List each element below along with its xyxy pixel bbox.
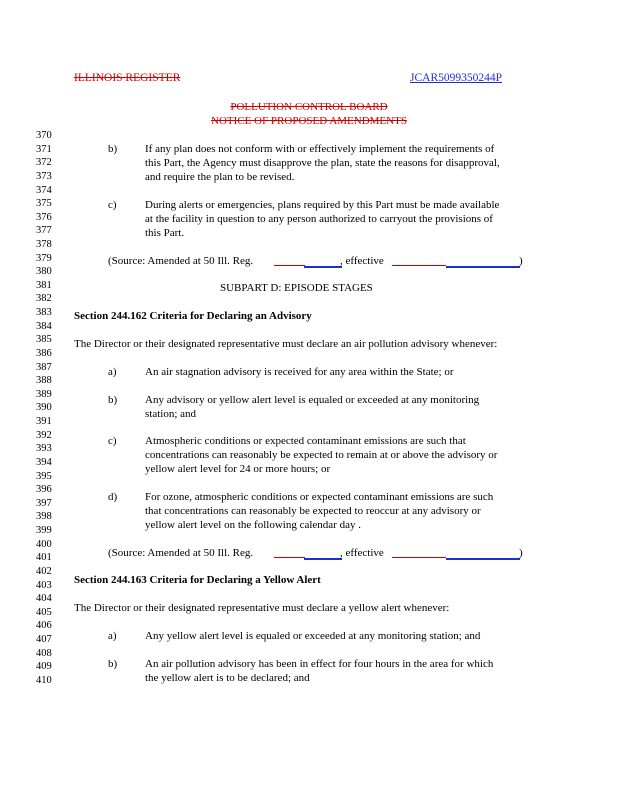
body-text: yellow alert level for 24 or more hours; or [145,463,331,475]
line-number: 400 [36,538,52,550]
item-label: c) [108,199,117,211]
source-note: (Source: Amended at 50 Ill. Reg. [108,547,254,559]
line-number: 371 [36,143,52,155]
deleted-blank [274,557,305,558]
item-label: b) [108,143,118,155]
body-text: Any yellow alert level is equaled or exceeded at any monitoring station; and [145,630,481,642]
body-text: yellow alert level on the following calendar day . [145,519,361,531]
line-number: 389 [36,388,52,400]
line-number: 372 [36,157,52,169]
line-number: 404 [36,593,52,605]
line-number: 390 [36,402,52,414]
line-number: 409 [36,661,52,673]
line-number: 383 [36,307,52,319]
source-effective: , effective [340,547,384,559]
line-number: 395 [36,470,52,482]
body-text: An air pollution advisory has been in effect for four hours in the area for which [145,658,494,670]
notice-title: NOTICE OF PROPOSED AMENDMENTS [211,115,407,127]
body-text: this Part. [145,227,185,239]
line-number: 402 [36,565,52,577]
item-label: a) [108,366,117,378]
section-heading: Section 244.163 Criteria for Declaring a Yellow Alert [74,574,321,586]
line-number: 398 [36,511,52,523]
body-text: the yellow alert is to be declared; and [145,672,310,684]
inserted-blank [446,266,520,268]
inserted-blank [446,558,520,560]
line-number: 370 [36,130,52,141]
item-label: b) [108,394,118,406]
line-number: 375 [36,198,52,210]
deleted-blank [392,265,446,266]
source-note: (Source: Amended at 50 Ill. Reg. [108,255,254,267]
source-close: ) [519,255,523,267]
board-name: POLLUTION CONTROL BOARD [230,101,388,113]
line-number: 410 [36,674,52,686]
line-number: 401 [36,552,52,564]
line-number: 403 [36,579,52,591]
section-intro: The Director or their designated representative must declare an air pollution advisory whenever: [74,338,498,350]
body-text: If any plan does not conform with or effectively implement the requirements of [145,143,495,155]
subpart-title: SUBPART D: EPISODE STAGES [220,282,373,294]
source-close: ) [519,547,523,559]
line-number: 380 [36,266,52,278]
body-text: An air stagnation advisory is received for any area within the State; or [145,366,454,378]
body-text: at the facility in question to any person authorized to carryout the provisions of [145,213,493,225]
deleted-blank [392,557,446,558]
inserted-blank [304,266,342,268]
line-number: 399 [36,525,52,536]
line-number: 384 [36,320,52,332]
line-number: 408 [36,647,52,659]
line-number: 374 [36,184,52,196]
body-text: this Part, the Agency must disapprove the plan, state the reasons for disapproval, [145,157,500,169]
line-number: 405 [36,606,52,618]
body-text: For ozone, atmospheric conditions or expected contaminant emissions are such [145,491,494,503]
line-number: 407 [36,633,52,645]
line-number: 373 [36,170,52,182]
section-intro: The Director or their designated representative must declare a yellow alert whenever: [74,602,450,614]
line-number: 391 [36,416,52,427]
body-text: station; and [145,408,197,420]
inserted-blank [304,558,342,560]
body-text: Any advisory or yellow alert level is equaled or exceeded at any monitoring [145,394,480,406]
body-text: concentrations can reasonably be expected to remain at or above the advisory or [145,449,498,461]
source-effective: , effective [340,255,384,267]
body-text: Atmospheric conditions or expected contaminant emissions are such that [145,435,466,447]
line-number: 382 [36,293,52,305]
line-number: 378 [36,239,52,250]
line-number: 381 [36,279,52,291]
line-number: 387 [36,361,52,373]
line-number: 392 [36,429,52,441]
body-text: During alerts or emergencies, plans required by this Part must be made available [145,199,500,211]
line-number: 376 [36,211,52,223]
item-label: b) [108,658,118,670]
line-number: 388 [36,375,52,387]
item-label: a) [108,630,117,642]
section-heading: Section 244.162 Criteria for Declaring an Advisory [74,310,312,322]
line-number: 377 [36,225,52,237]
body-text: and require the plan to be revised. [145,171,295,183]
item-label: d) [108,491,118,503]
body-text: that concentrations can reasonably be expected to reoccur at any advisory or [145,505,481,517]
line-number: 379 [36,252,52,264]
document-id: JCAR5099350244P [410,72,503,84]
line-number: 397 [36,497,52,509]
line-number: 385 [36,334,52,346]
line-number: 406 [36,620,52,632]
line-number: 393 [36,443,52,455]
register-title: ILLINOIS REGISTER [74,72,181,84]
line-number: 396 [36,484,52,496]
deleted-blank [274,265,305,266]
line-number: 386 [36,347,52,359]
line-number: 394 [36,456,52,468]
item-label: c) [108,435,117,447]
